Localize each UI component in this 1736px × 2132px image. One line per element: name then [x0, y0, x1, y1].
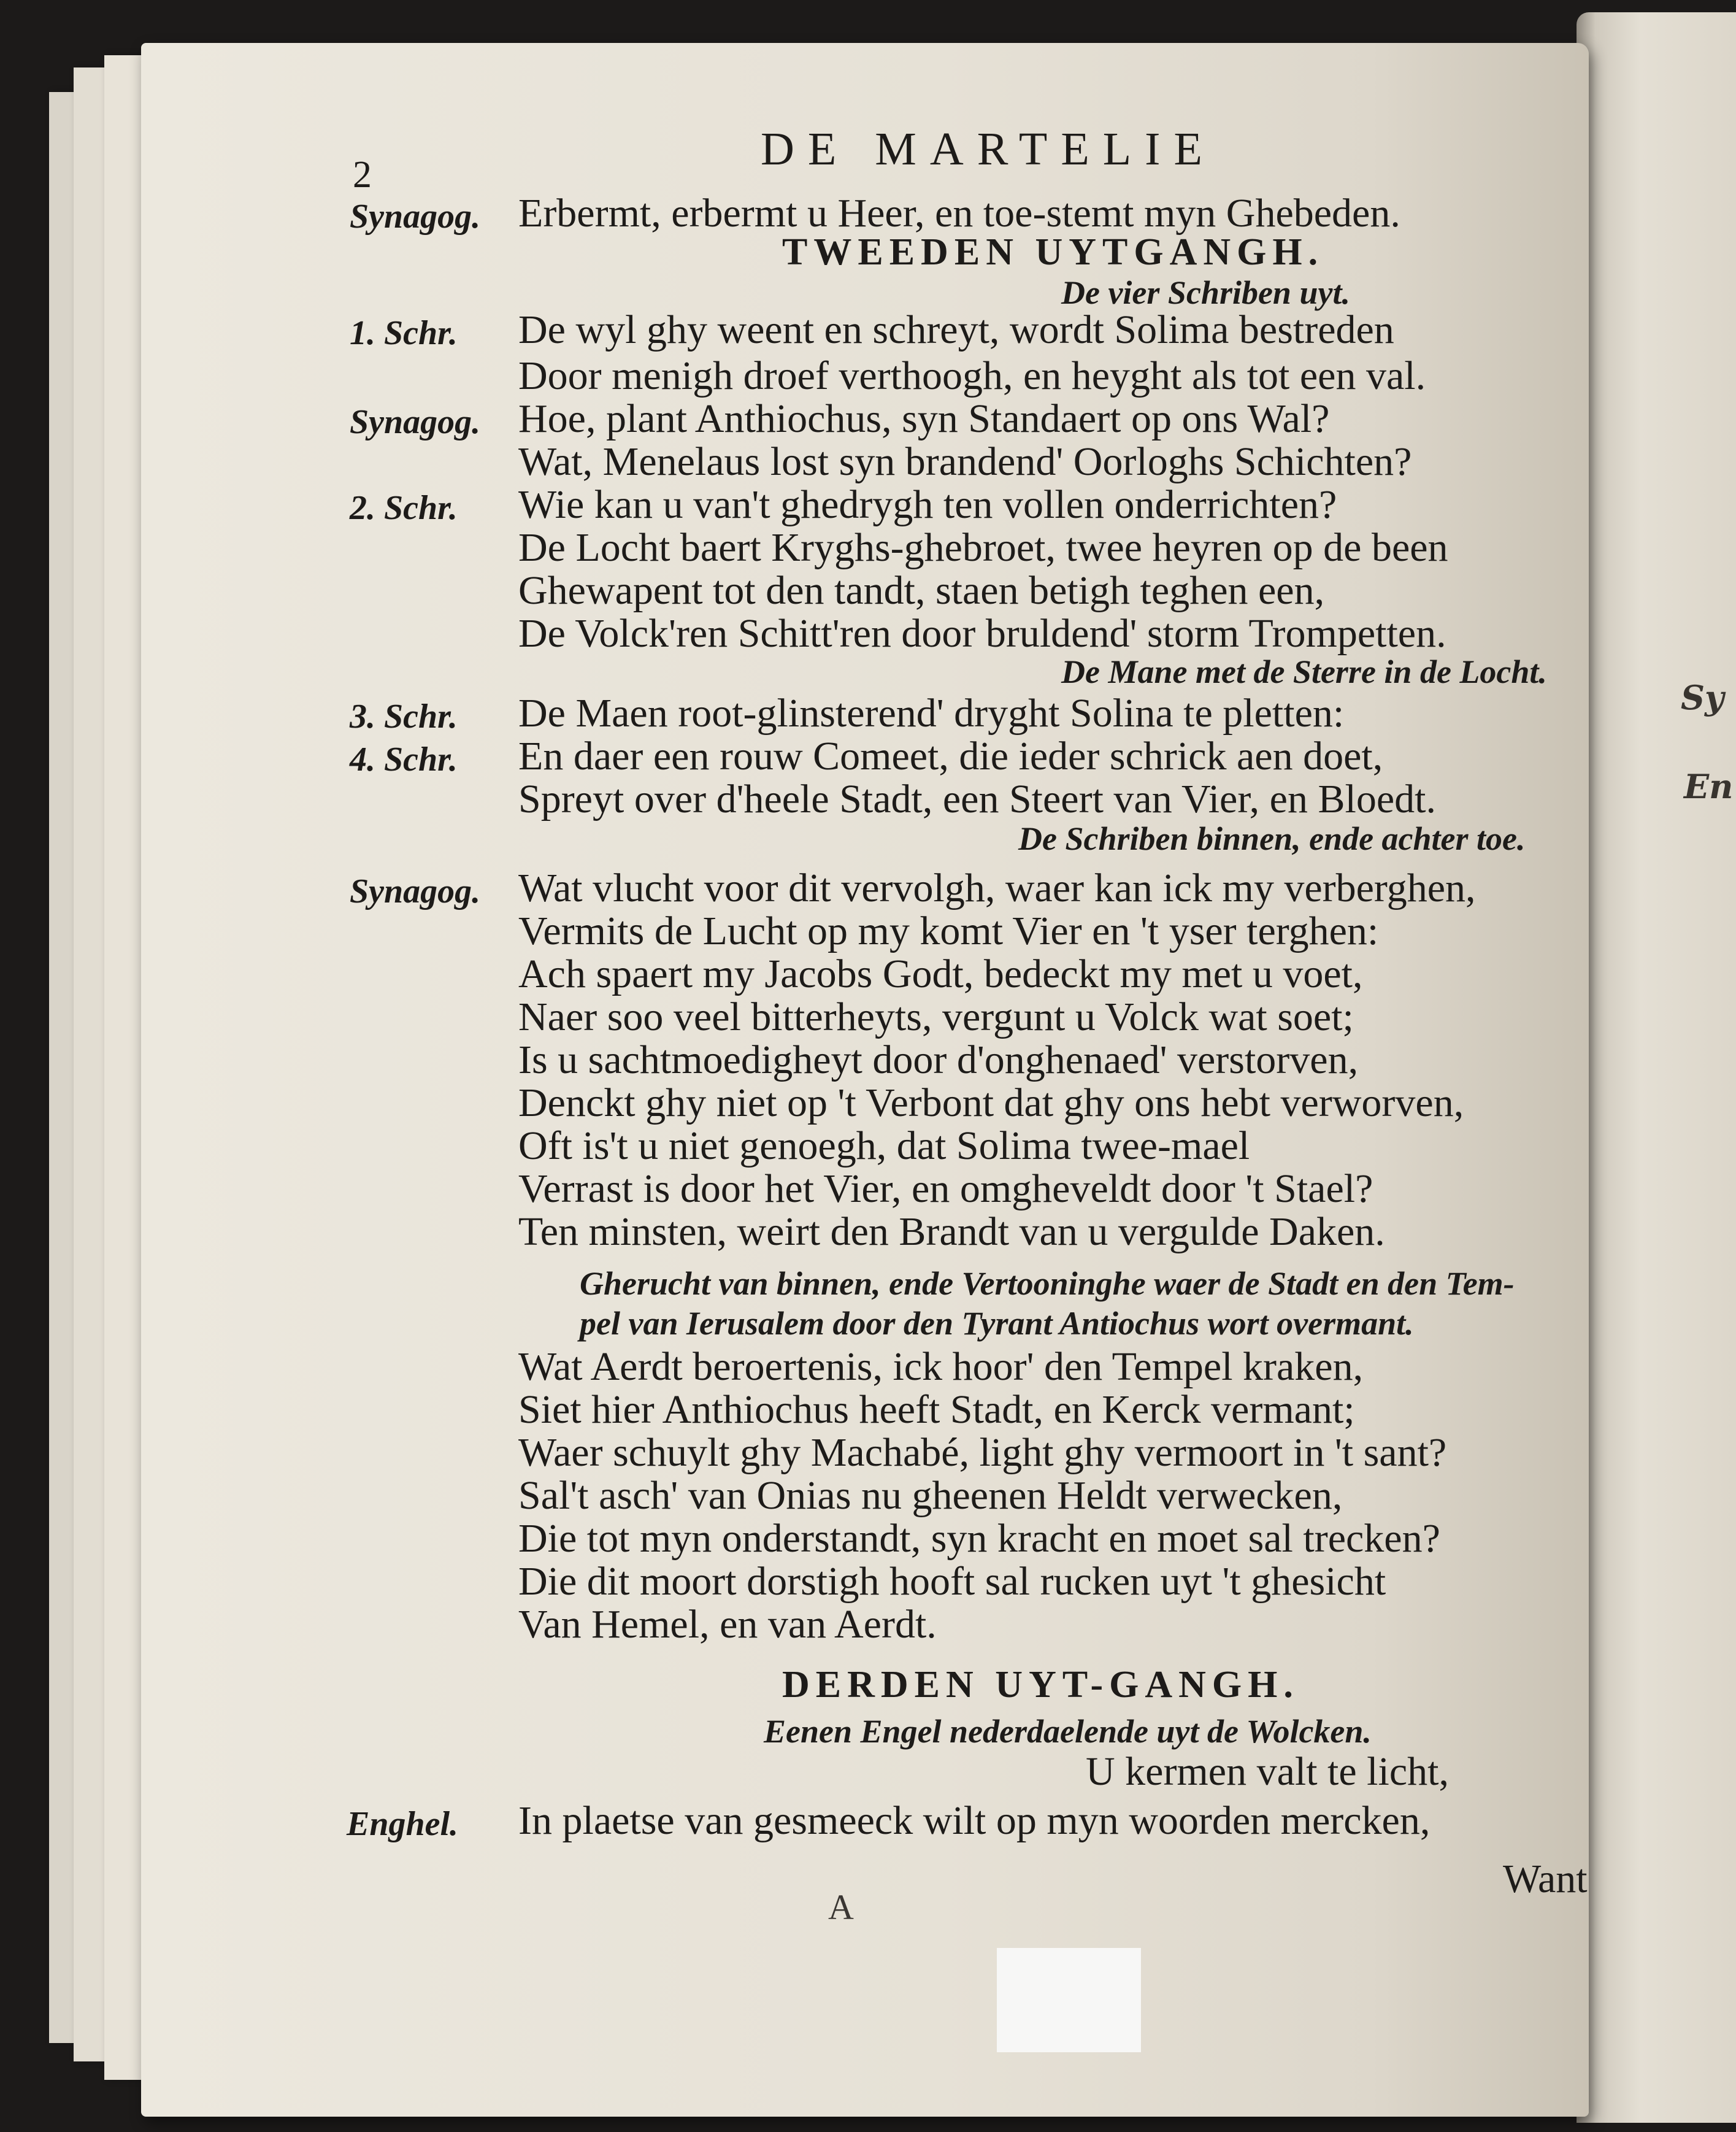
speaker-label: 3. Schr. [350, 698, 458, 736]
verse-line: De Locht baert Kryghs-ghebroet, twee heyren op de been [518, 525, 1448, 570]
stage-direction: De Mane met de Sterre in de Locht. [1061, 653, 1547, 690]
section-heading: TWEEDEN UYTGANGH. [782, 231, 1324, 273]
speaker-label: Enghel. [347, 1805, 459, 1843]
page-number: 2 [353, 154, 372, 196]
facing-page-fragment: En [1684, 767, 1734, 806]
speaker-label: Synagog. [350, 403, 481, 441]
verse-line: En daer een rouw Comeet, die ieder schrick aen doet, [518, 734, 1383, 779]
verse-line: Waer schuylt ghy Machabé, light ghy vermoort in 't sant? [518, 1430, 1447, 1475]
verse-line: Wie kan u van't ghedrygh ten vollen onderrichten? [518, 482, 1337, 527]
verse-line: Ghewapent tot den tandt, staen betigh teghen een, [518, 568, 1325, 613]
verse-line: De Maen root-glinsterend' dryght Solina te pletten: [518, 691, 1345, 736]
verse-line: In plaetse van gesmeeck wilt op myn woorden mercken, [518, 1798, 1431, 1843]
verse-line: Wat, Menelaus lost syn brandend' Oorloghs Schichten? [518, 439, 1412, 484]
stage-direction: De Schriben binnen, ende achter toe. [1018, 820, 1526, 857]
facing-page [1577, 12, 1736, 2123]
verse-line: Spreyt over d'heele Stadt, een Steert van Vier, en Bloedt. [518, 777, 1436, 822]
facing-page-fragment: Sy [1681, 678, 1724, 717]
speaker-label: 4. Schr. [350, 741, 458, 779]
verse-line: U kermen valt te licht, [1086, 1749, 1449, 1794]
verse-line: Naer soo veel bitterheyts, vergunt u Volck wat soet; [518, 995, 1354, 1039]
verse-line: Denckt ghy niet op 't Verbont dat ghy ons hebt verworven, [518, 1080, 1464, 1125]
verse-line: De wyl ghy weent en schreyt, wordt Solima bestreden [518, 307, 1394, 352]
verse-line: Ach spaert my Jacobs Godt, bedeckt my met u voet, [518, 952, 1363, 996]
stage-direction: pel van Ierusalem door den Tyrant Antiochus wort overmant. [580, 1305, 1414, 1342]
speaker-label: Synagog. [350, 872, 481, 910]
verse-line: Sal't asch' van Onias nu gheenen Heldt verwecken, [518, 1473, 1343, 1518]
verse-line: Die dit moort dorstigh hooft sal rucken uyt 't ghesicht [518, 1559, 1386, 1604]
verse-line: Door menigh droef verthoogh, en heyght als tot een val. [518, 353, 1426, 398]
verse-line: Is u sachtmoedigheyt door d'onghenaed' verstorven, [518, 1037, 1359, 1082]
verse-line: Verrast is door het Vier, en omgheveldt door 't Stael? [518, 1166, 1373, 1211]
stage-direction: De vier Schriben uyt. [1061, 274, 1350, 311]
verse-line: De Volck'ren Schitt'ren door bruldend' storm Trompetten. [518, 611, 1446, 656]
verse-line: Vermits de Lucht op my komt Vier en 't yser terghen: [518, 909, 1379, 953]
verse-line: Hoe, plant Anthiochus, syn Standaert op ons Wal? [518, 396, 1330, 441]
verse-line: Die tot myn onderstandt, syn kracht en moet sal trecken? [518, 1516, 1440, 1561]
speaker-label: 1. Schr. [350, 314, 458, 352]
verse-line: Erbermt, erbermt u Heer, en toe-stemt myn Ghebeden. [518, 191, 1400, 236]
signature-mark: A [828, 1887, 854, 1927]
speaker-label: Synagog. [350, 198, 481, 236]
section-heading: DERDEN UYT-GANGH. [782, 1664, 1299, 1706]
stage-direction: Eenen Engel nederdaelende uyt de Wolcken. [764, 1713, 1372, 1750]
verse-line: Wat Aerdt beroertenis, ick hoor' den Tempel kraken, [518, 1344, 1364, 1389]
speaker-label: 2. Schr. [350, 489, 458, 527]
catchword: Want [1503, 1857, 1588, 1901]
running-title: DE MARTELIE [761, 123, 1216, 175]
verse-line: Ten minsten, weirt den Brandt van u vergulde Daken. [518, 1209, 1385, 1254]
verse-line: Oft is't u niet genoegh, dat Solima twee-mael [518, 1123, 1250, 1168]
verse-line: Van Hemel, en van Aerdt. [518, 1602, 937, 1647]
stage-direction: Gherucht van binnen, ende Vertooninghe waer de Stadt en den Tem- [580, 1265, 1515, 1302]
redaction-box [997, 1948, 1141, 2052]
verse-line: Siet hier Anthiochus heeft Stadt, en Kerck vermant; [518, 1387, 1355, 1432]
verse-line: Wat vlucht voor dit vervolgh, waer kan ick my verberghen, [518, 866, 1476, 910]
